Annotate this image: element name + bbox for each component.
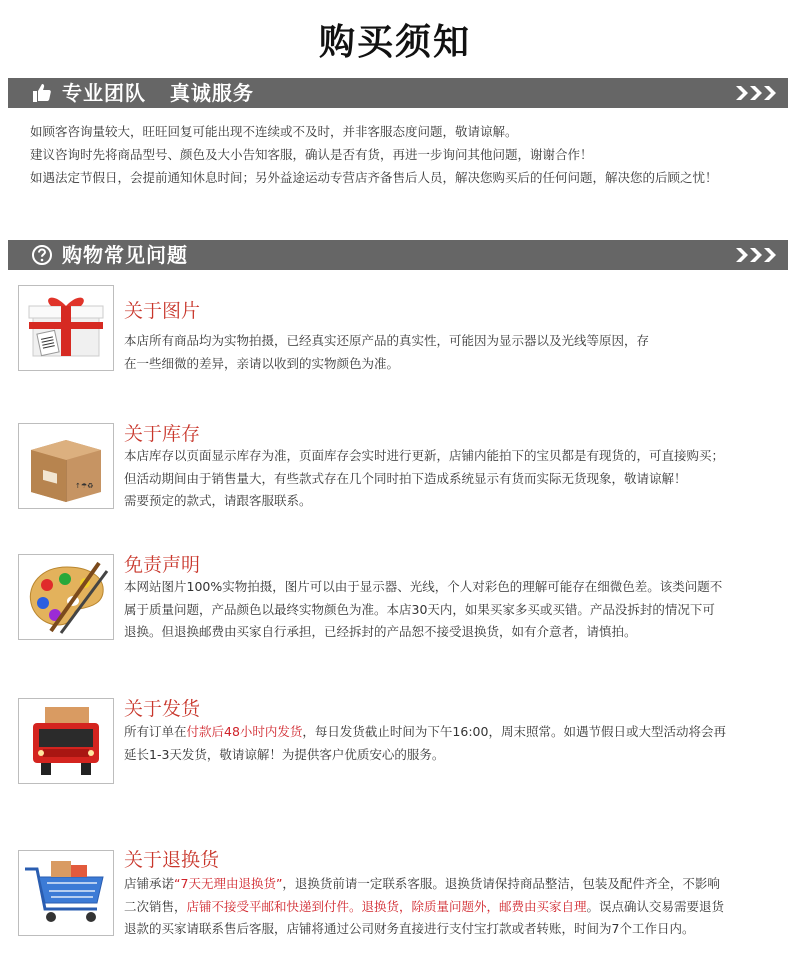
faq-body-returns xyxy=(124,873,780,941)
cardboard-box-icon xyxy=(18,423,114,509)
section-banner-title: 专业团队 真诚服务 xyxy=(62,81,254,105)
faq-line: 二次销售，店铺不接受平邮和快递到付件。退换货，除质量问题外，邮费由买家自理。误点确认交易需要退货 xyxy=(124,898,725,914)
faq-line: 退款的买家请联系售后客服，店铺将通过公司财务直接进行支付宝打款或者转账，时间为7个工作日内。 xyxy=(124,921,695,936)
question-circle-icon xyxy=(30,243,54,267)
faq-title-returns: 关于退换货 xyxy=(124,849,220,871)
faq-title-shipping: 关于发货 xyxy=(124,698,201,720)
faq-line: 需要预定的款式，请跟客服联系。 xyxy=(124,493,312,508)
faq-body-photos xyxy=(124,330,780,375)
page-title: 购买须知 xyxy=(318,22,471,63)
faq-body-shipping xyxy=(124,721,780,766)
faq-line: 在一些细微的差异，亲请以收到的实物颜色为准。 xyxy=(124,355,400,371)
faq-body-disclaimer xyxy=(124,576,780,644)
faq-line: 本店所有商品均为实物拍摄，已经真实还原产品的真实性，可能因为显示器以及光线等原因，存 xyxy=(124,333,650,348)
shopping-cart-icon xyxy=(18,850,114,936)
faq-line: 但活动期间由于销售量大，有些款式存在几个同时拍下造成系统显示有货而实际无货现象，敬请谅解！ xyxy=(124,470,687,486)
svg-text:↑☂♻: ↑☂♻ xyxy=(75,482,94,490)
highlight-text: 付款后48小时内发货 xyxy=(186,724,303,739)
faq-title-stock: 关于库存 xyxy=(124,423,201,445)
highlight-text: 店铺不接受平邮和快递到付件。退换货，除质量问题外，邮费由买家自理 xyxy=(186,898,587,914)
chevron-arrows-icon xyxy=(734,246,780,264)
section-banner-team xyxy=(8,78,788,108)
notice-line: 如遇法定节假日，会提前通知休息时间；另外益途运动专营店齐备售后人员，解决您购买后的任何问题，解决您的后顾之忧！ xyxy=(30,170,718,185)
notice-line: 如顾客咨询量较大，旺旺回复可能出现不连续或不及时，并非客服态度问题，敬请谅解。 xyxy=(30,124,518,139)
faq-line: 店铺承诺“7天无理由退换货”，退换货前请一定联系客服。退换货请保持商品整洁，包装及配件齐全，不影响 xyxy=(124,876,720,891)
faq-line: 延长1-3天发货，敬请谅解！为提供客户优质安心的服务。 xyxy=(124,746,445,762)
faq-body-stock xyxy=(124,445,780,513)
faq-title-disclaimer: 免责声明 xyxy=(124,554,201,576)
faq-line: 属于质量问题，产品颜色以最终实物颜色为准。本店30天内，如果买家多买或买错。产品没拆封的情况下可 xyxy=(124,601,715,617)
faq-line: 所有订单在付款后48小时内发货，每日发货截止时间为下午16:00，周末照常。如遇节假日或大型活动将会再 xyxy=(124,724,726,739)
faq-line: 退换。但退换邮费由买家自行承担，已经拆封的产品恕不接受退换货，如有介意者，请慎拍。 xyxy=(124,624,637,639)
highlight-text: “7天无理由退换货” xyxy=(174,876,283,891)
faq-title-photos: 关于图片 xyxy=(124,300,201,322)
section-banner-faq xyxy=(8,240,788,270)
paint-palette-icon xyxy=(18,554,114,640)
faq-line: 本网站图片100%实物拍摄，图片可以由于显示器、光线，个人对彩色的理解可能存在细微色差。该类问题不 xyxy=(124,579,723,594)
delivery-truck-icon xyxy=(18,698,114,784)
chevron-arrows-icon xyxy=(734,84,780,102)
gift-box-icon xyxy=(18,285,114,371)
notice-line: 建议咨询时先将商品型号、颜色及大小告知客服，确认是否有货，再进一步询问其他问题，谢谢合作！ xyxy=(30,147,593,162)
section-banner-title: 购物常见问题 xyxy=(62,243,188,267)
faq-line: 本店库存以页面显示库存为准，页面库存会实时进行更新，店铺内能拍下的宝贝都是有现货的，可直接购买； xyxy=(124,448,725,463)
thumbs-up-icon xyxy=(30,81,54,105)
